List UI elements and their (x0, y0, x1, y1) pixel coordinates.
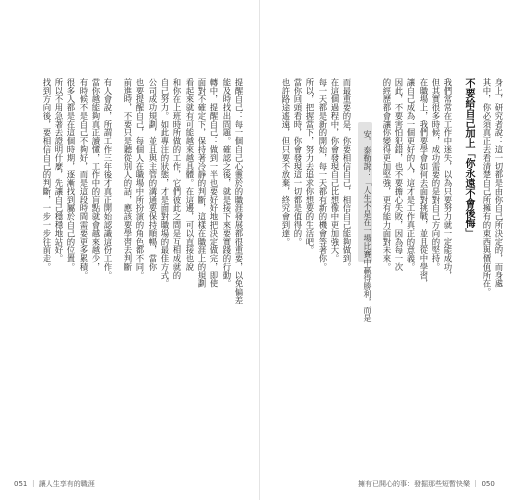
text-column: 面對不確定下，保持著冷靜的判斷，這樣在職涯上的規劃 (197, 78, 207, 288)
right-page (260, 0, 520, 500)
text-column: 身上，研究者說：這一切都是由你自己所決定的，而身處 (494, 78, 504, 288)
text-column: 提醒自己：每一個自己心靈於的職涯發展都很重要，以免偏差 (234, 78, 244, 305)
text-column: 每一天都是新的開始，每一天都有新的機會等著你。 (318, 78, 328, 271)
text-column: 能及時找出問題。確認之後，就是接下來要實踐的行動。 (222, 78, 232, 288)
text-column: 有時候不是自己不夠好，而是這段時間需要更多累積。 (79, 78, 89, 280)
text-column: 當你回頭看時，你會發現這一切都是值得的。 (293, 78, 303, 246)
page-footer-left: 051 ｜ 讓人生享有的職涯 (14, 480, 95, 488)
text-column: 我們常常在工作中迷失，以為只要努力就一定能成功， (443, 78, 453, 280)
text-column: 當你越能夠真正讀懂，工作中的盲點就會越來越少， (91, 78, 101, 271)
text-column: 也許路途遙遠，但只要不放棄，終究會到達。 (281, 78, 291, 246)
text-column: 也要提醒自己，每個人在職場中所扮演的角色都不同。 (135, 78, 145, 280)
text-column: 但其實很多時候，成功需要的是對自己方向的堅持。 (431, 78, 441, 271)
text-column: 所以不用急著去證明什麼，先讓自己穩穩地站好。 (54, 78, 64, 263)
text-column: 轉中，提醒自己：做到一半也要好好地把決定做完，即使 (209, 78, 219, 288)
text-column: 的經歷都會讓你變得更加堅強，更有能力面對未來。 (382, 78, 392, 271)
text-column: 公司成功規劃，並且與主管的溝通要保持順暢，當你 (148, 78, 158, 271)
text-column: 前進時，不要只是聽從別人的話，應該要學習去判斷 (123, 78, 133, 271)
text-column: 而最重要的是，你要相信自己，相信自己能夠做到。 (342, 78, 352, 271)
section-heading: 不要給自己加上「你永遠不會後悔」 (463, 78, 474, 238)
text-column: 和你在上班時所做的工作，它們彼此之間是互相成就的 (172, 78, 182, 280)
quote-text: 安．泰勒說：「人生不是在一場比賽中贏得勝利，而是 (363, 130, 372, 322)
text-column: 找到方向後，要相信自己的判斷，一步一步往前走。 (42, 78, 52, 271)
text-column: 自己努力。如此專注的狀態，才是面對職場的最佳方式。 (160, 78, 170, 288)
text-column: 因此，不要害怕犯錯，也不要擔心失敗，因為每一次 (394, 78, 404, 271)
text-column: 在職場上，我們要學會如何去面對挑戰，並且從中學習， (419, 78, 429, 288)
text-column: 在這個過程中，你會發現自己比想像中更加強大。 (330, 78, 340, 263)
text-column: 有人會說，所謂工作三年後才真正開始認識這份工作。 (103, 78, 113, 280)
text-column: 讓自己成為一個更好的人，這才是工作真正的意義。 (406, 78, 416, 271)
text-column: 看起來就有可能越來越具體。在這邊，可以直接也說 (185, 78, 195, 271)
text-column: 很多人都是在這個時期，逐漸找到屬於自己的位置。 (66, 78, 76, 271)
page-footer-right: 擁有已開心的事：發掘那些短暫快樂 ｜ 050 (358, 480, 495, 488)
text-column: 其中，你必須真正去看清楚自己所擁有的東西與價值所在。 (482, 78, 492, 297)
text-column: 所以，把握當下，努力去追求你想要的生活吧。 (305, 78, 315, 255)
